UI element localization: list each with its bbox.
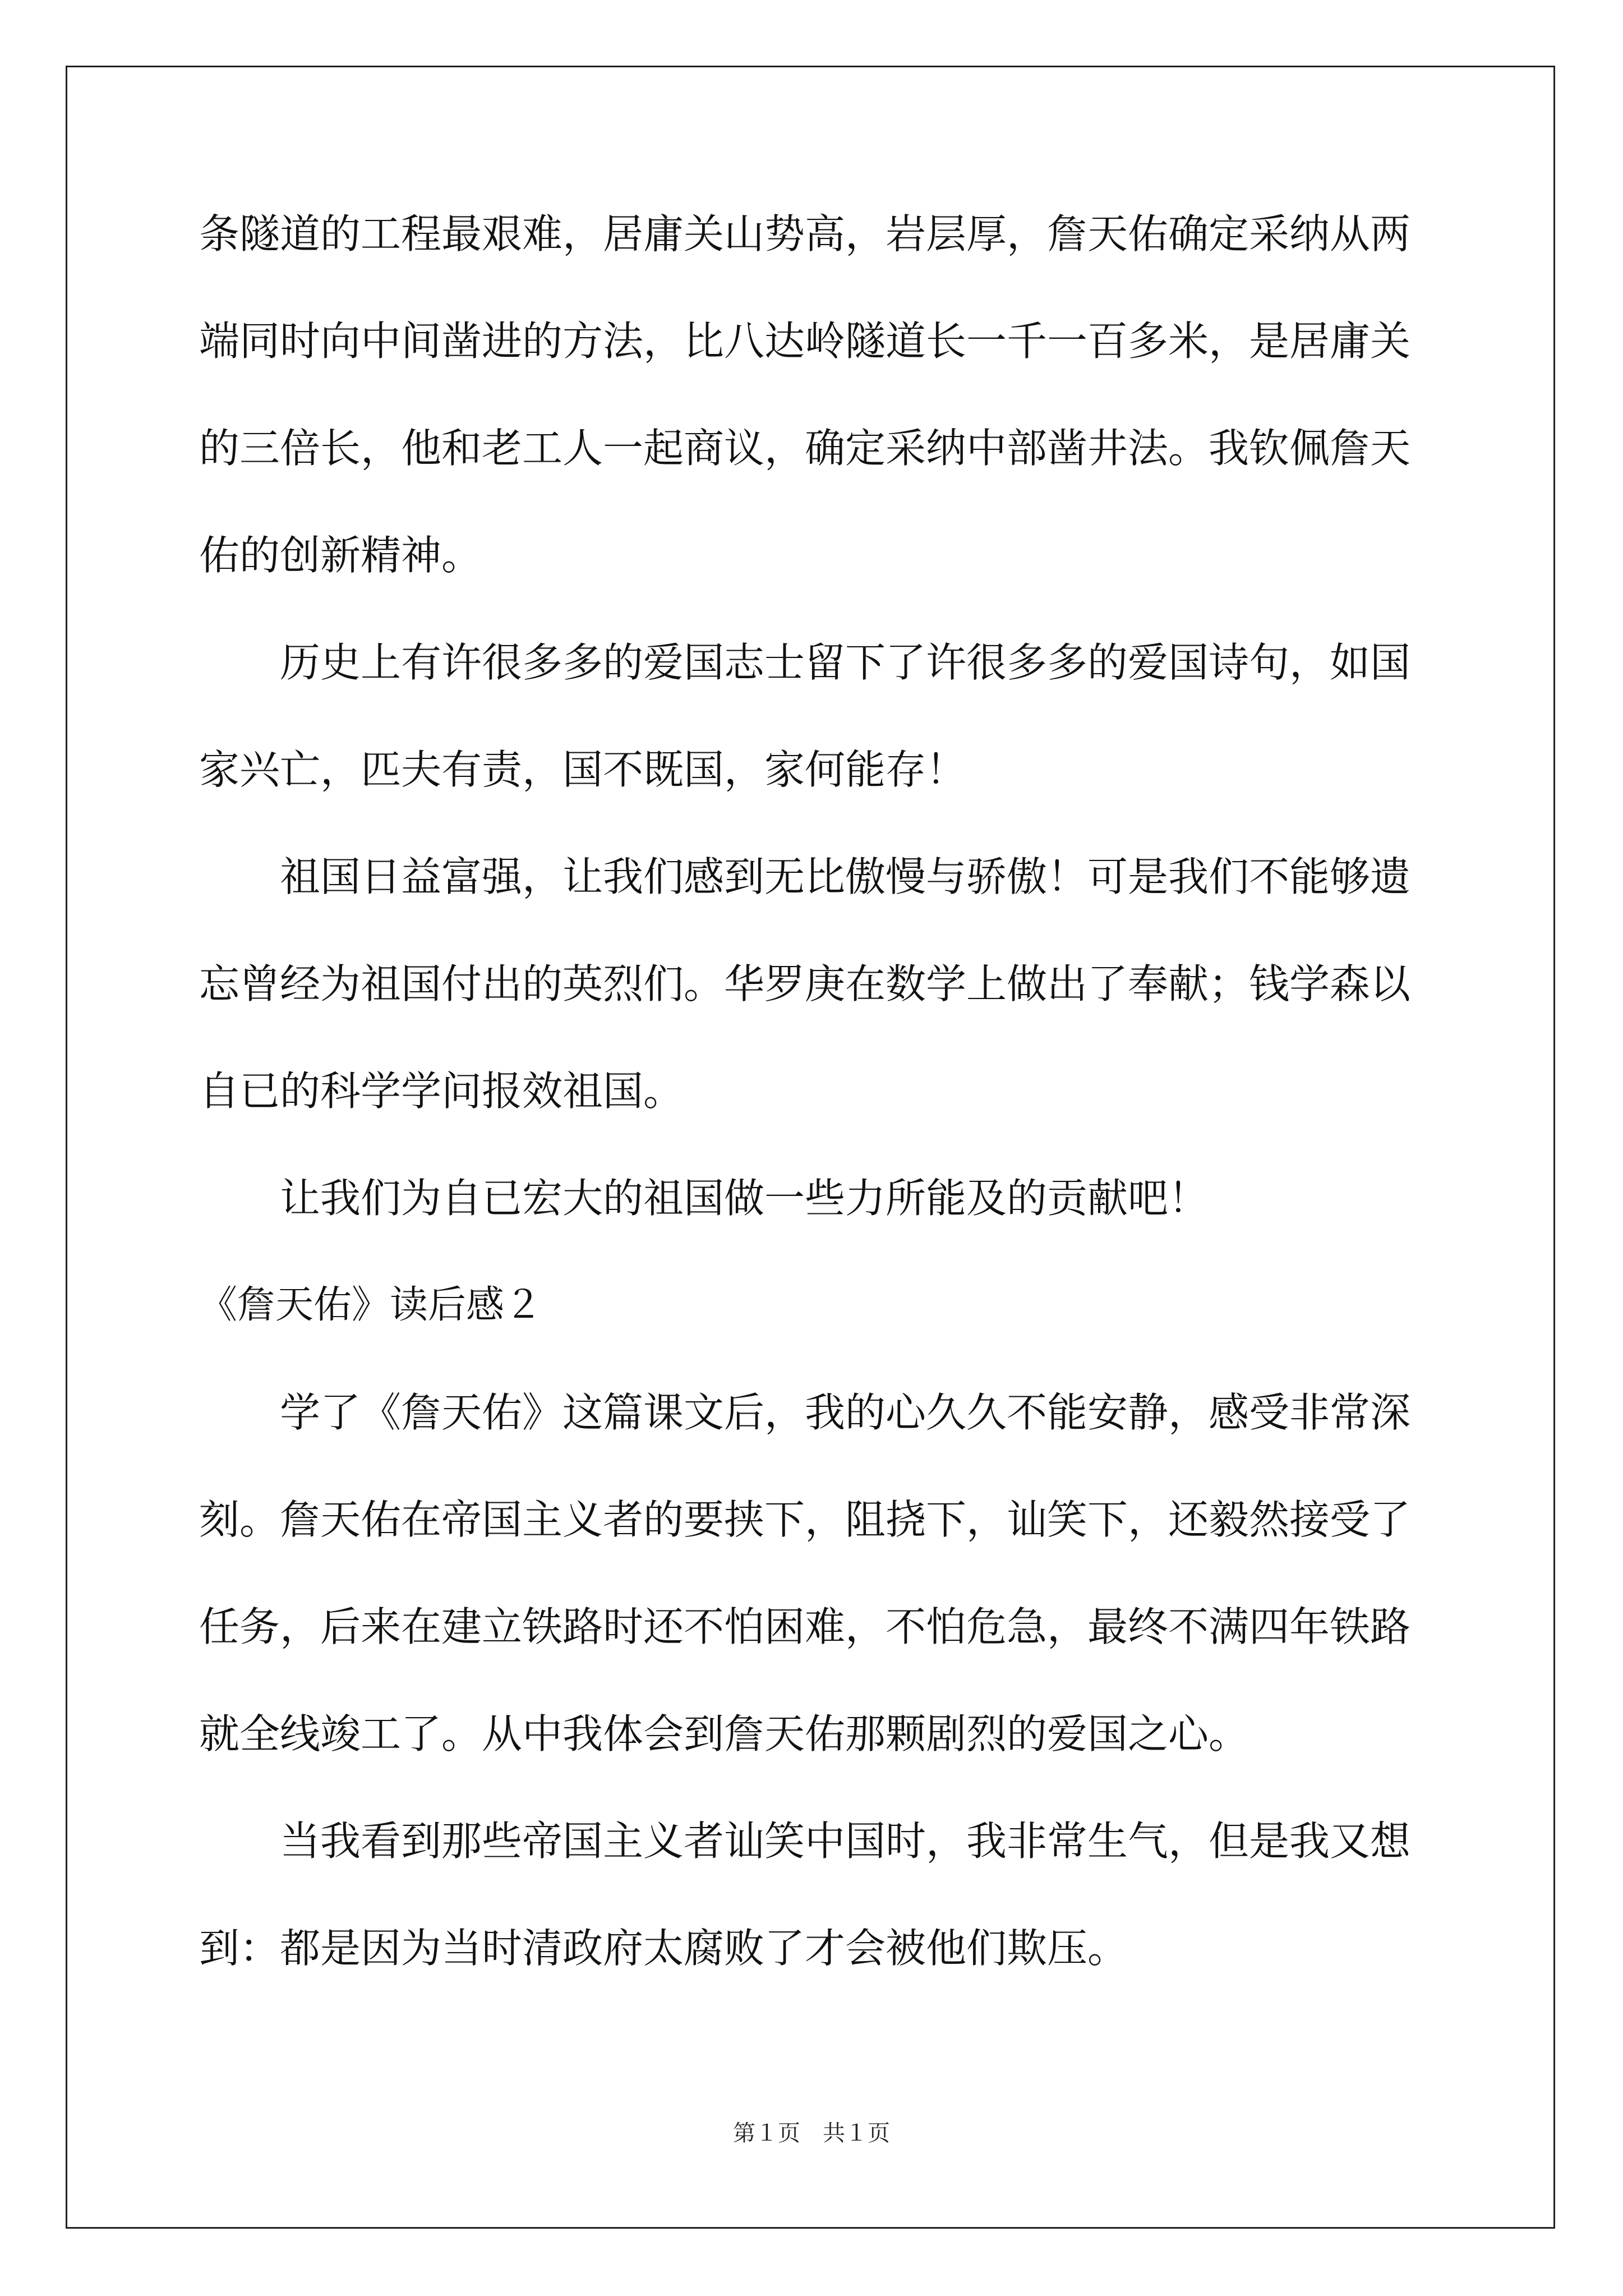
body-line: 历史上有许很多多的爱国志士留下了许很多多的爱国诗句，如国 [280, 639, 1411, 686]
body-line: 自已的科学学问报效祖国。 [199, 1068, 684, 1115]
body-line: 就全线竣工了。从中我体会到詹天佑那颗剧烈的爱国之心。 [199, 1710, 1249, 1757]
body-line: 条隧道的工程最艰难，居庸关山势高，岩层厚，詹天佑确定采纳从两 [199, 210, 1411, 257]
body-line: 任务，后来在建立铁路时还不怕困难，不怕危急，最终不满四年铁路 [199, 1603, 1411, 1650]
body-line: 刻。詹天佑在帝国主义者的要挟下，阻挠下，讪笑下，还毅然接受了 [199, 1496, 1411, 1543]
page-footer: 第１页 共１页 [733, 2120, 890, 2146]
section-heading: 《詹天佑》读后感２ [199, 1283, 543, 1327]
body-line: 佑的创新精神。 [199, 532, 482, 579]
body-line: 祖国日益富强，让我们感到无比傲慢与骄傲！可是我们不能够遗 [280, 853, 1411, 900]
document-body [199, 209, 1433, 2030]
body-line: 到：都是因为当时清政府太腐败了才会被他们欺压。 [199, 1925, 1128, 1972]
body-line: 家兴亡，匹夫有责，国不既国，家何能存！ [199, 746, 967, 793]
body-line: 让我们为自已宏大的祖国做一些力所能及的贡献吧！ [280, 1175, 1209, 1222]
body-line: 学了《詹天佑》这篇课文后，我的心久久不能安静，感受非常深 [280, 1389, 1411, 1436]
body-line: 端同时向中间凿进的方法，比八达岭隧道长一千一百多米，是居庸关 [199, 318, 1411, 365]
body-line: 忘曾经为祖国付出的英烈们。华罗庚在数学上做出了奉献；钱学森以 [199, 960, 1411, 1007]
body-line: 当我看到那些帝国主义者讪笑中国时，我非常生气，但是我又想 [280, 1818, 1411, 1865]
body-line: 的三倍长，他和老工人一起商议，确定采纳中部凿井法。我钦佩詹天 [199, 425, 1411, 472]
